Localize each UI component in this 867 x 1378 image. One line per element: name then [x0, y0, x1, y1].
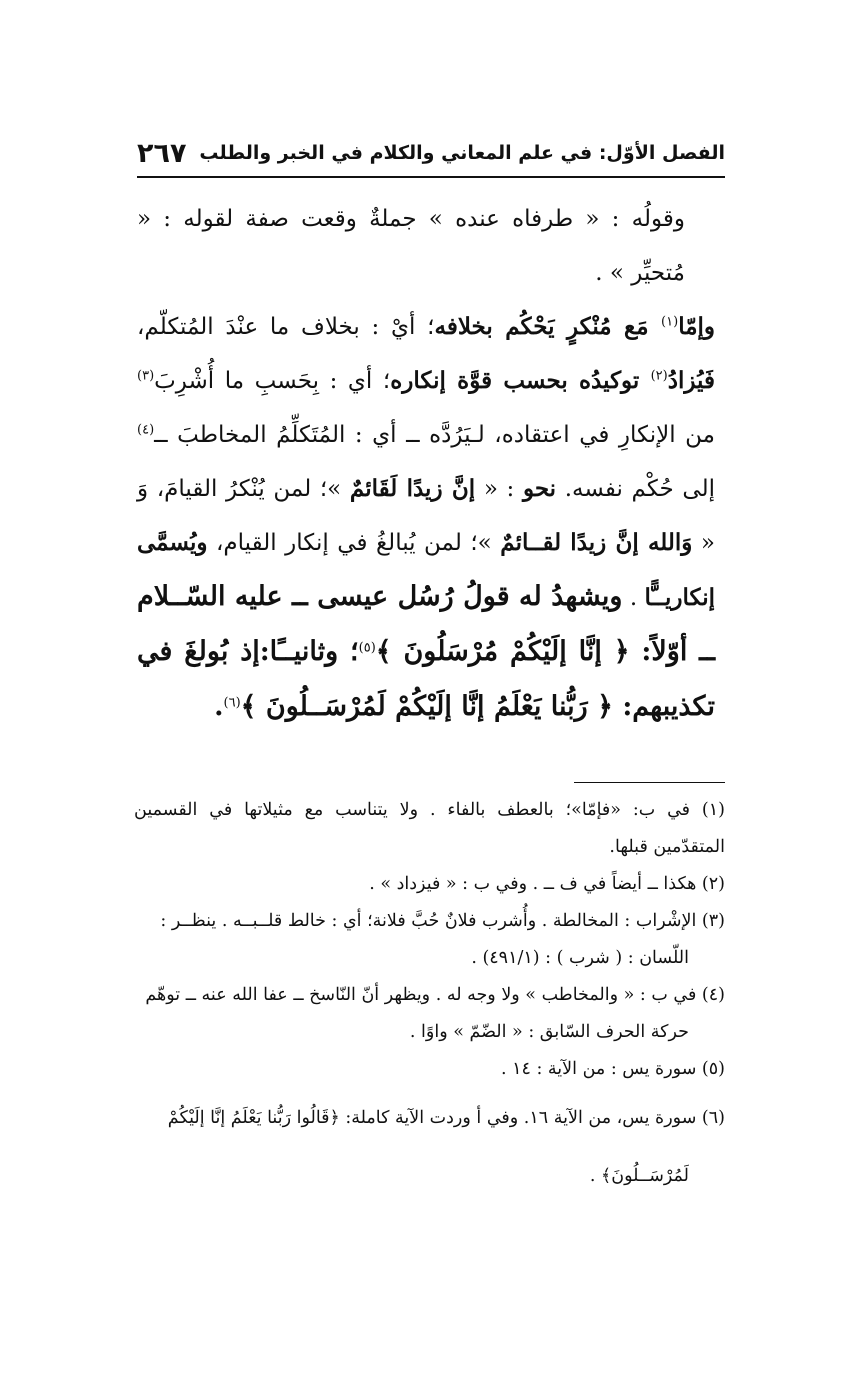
text-plain: : «	[475, 476, 523, 502]
text-bold: وإمّا	[678, 313, 716, 340]
text-plain: ؛ أي : بِحَسبِ ما أُشْرِبَ	[154, 368, 391, 394]
footnote-ref-2[interactable]: (٢)	[650, 368, 668, 384]
footnote-3-continued: اللّسان : ( شرب ) : (٤٩١/١) .	[471, 948, 689, 968]
text-bold: ويُسمَّى إنكاريــًّا	[137, 529, 715, 611]
header-title: الفصل الأوّل: في علم المعاني والكلام في الخبر والطلب	[199, 142, 725, 164]
text-plain: »؛ لمن يُبالغُ في إنكار القيام،	[207, 530, 501, 556]
footnote-separator	[574, 782, 725, 783]
text-plain: إلى حُكْم نفسه.	[556, 476, 715, 502]
text-bold: نحو	[522, 475, 557, 502]
quran-citation-1: ويشهدُ له قولُ رُسُل عيسى ــ عليه السّــلام ــ أوّلاً: ﴿ إنَّا إلَيْكُمْ مُرْسَلُونَ ﴾	[137, 581, 715, 667]
footnote-2: (٢) هكذا ــ أيضاً في ف ــ . وفي ب : « فيزداد » .	[369, 874, 725, 894]
footnote-ref-6[interactable]: (٦)	[223, 695, 241, 711]
text-bold: .	[214, 691, 224, 722]
footnote-5: (٥) سورة يس : من الآية : ١٤ .	[500, 1059, 725, 1079]
footnote-ref-4[interactable]: (٤)	[137, 422, 155, 438]
footnote-3: (٣) الإشْراب : المخالطة . وأُشرب فلانٌ حُبَّ فلانة؛ أي : خالط قلــبــه . ينظــر :	[160, 911, 725, 931]
footnote-ref-1[interactable]: (١)	[661, 314, 679, 330]
main-text	[137, 192, 725, 735]
running-header	[137, 140, 725, 174]
footnote-ref-5[interactable]: (٥)	[358, 640, 376, 656]
page-number: ٢٦٧	[137, 138, 187, 169]
footnote-ref-3[interactable]: (٣)	[137, 368, 155, 384]
text-bold: إنَّ زيدًا لَقَائمٌ	[349, 475, 476, 502]
text-bold: وَالله إنَّ زيدًا لقــائمٌ	[500, 529, 693, 556]
footnote-6: (٦) سورة يس، من الآية ١٦. وفي أ وردت الآية كاملة: ﴿قَالُوا رَبُّنا يَعْلَمُ إنَّا إلَيْكُمْ	[167, 1108, 725, 1128]
text-bold: فَيُزادُ	[667, 367, 715, 394]
paragraph-2	[137, 300, 725, 735]
footnote-4-continued: حركة الحرف السّابق : « الضّمّ » واوًا .	[409, 1022, 689, 1042]
header-rule	[137, 176, 725, 178]
quran-citation-2: ؛ وثانيــًا:إذ بُولغَ في تكذيبهم: ﴿ رَبُّنا يَعْلَمُ إنَّا إلَيْكُمْ لَمُرْسَــلُونَ ﴾	[137, 636, 715, 722]
text-plain: »؛ لمن يُنْكرُ القيامَ، وَ «	[137, 476, 716, 556]
footnotes	[134, 792, 725, 1204]
text-plain: من الإنكارِ في اعتقاده، لـيَرُدَّه ــ أي : المُتَكلِّمُ المخاطبَ ــ	[154, 422, 716, 448]
text-plain: ؛ أيْ : بخلاف ما عنْدَ المُتكلّم،	[137, 314, 435, 340]
footnote-1: (١) في ب: «فإمّا»؛ بالعطف بالفاء . ولا يتناسب مع مثيلاتها في القسمين المتقدّمين قبلها.	[134, 800, 725, 857]
footnote-6-continued: لَمُرْسَــلُونَ﴾ .	[589, 1166, 689, 1186]
text-bold: توكيدُه بحسب قوَّة إنكاره	[390, 367, 651, 394]
paragraph-1: وقولُه : « طرفاه عنده » جملةٌ وقعت صفة لقوله : « مُتحيِّر » .	[137, 206, 685, 286]
text-bold: مَع مُنْكرٍ يَحْكُم بخلافه	[434, 313, 662, 340]
footnote-4: (٤) في ب : « والمخاطب » ولا وجه له . ويظهر أنّ النّاسخ ــ عفا الله عنه ــ توهّم	[145, 985, 725, 1005]
text-plain: .	[622, 585, 645, 611]
